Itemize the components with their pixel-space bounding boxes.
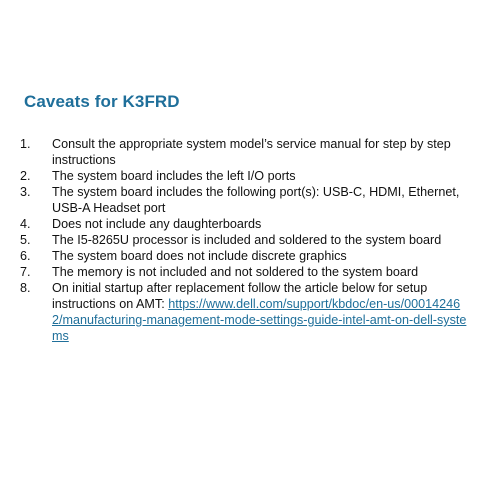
amt-article-link[interactable]: https://www.dell.com/support/kbdoc/en-us/000142462/manufacturing-management-mode-settings-guide-intel-amt-on-dell-systems xyxy=(52,297,467,343)
list-item-text: The system board includes the left I/O ports xyxy=(52,169,296,183)
list-item xyxy=(20,216,470,232)
list-item-text xyxy=(52,280,470,344)
list-item-text: Does not include any daughterboards xyxy=(52,217,262,231)
list-item-number: 6. xyxy=(20,249,31,263)
list-item-number: 7. xyxy=(20,265,31,279)
list-item xyxy=(20,232,470,248)
list-item xyxy=(20,280,470,344)
list-item xyxy=(20,264,470,280)
list-item xyxy=(20,136,470,168)
list-item-text: The I5-8265U processor is included and soldered to the system board xyxy=(52,233,442,247)
list-item xyxy=(20,184,470,216)
list-item-number: 2. xyxy=(20,169,31,183)
list-item-text: The system board does not include discrete graphics xyxy=(52,249,347,263)
list-item xyxy=(20,168,470,184)
list-item-text-prefix: On initial startup after replacement follow the article below for setup instructions on AMT: xyxy=(52,281,428,311)
list-item-number: 3. xyxy=(20,185,31,199)
list-item-text: The system board includes the following port(s): USB-C, HDMI, Ethernet, USB-A Headset port xyxy=(52,185,460,215)
caveat-list xyxy=(20,136,470,344)
list-item-number: 5. xyxy=(20,233,31,247)
list-item xyxy=(20,248,470,264)
list-item-text: Consult the appropriate system model’s service manual for step by step instructions xyxy=(52,137,451,167)
list-item-number: 4. xyxy=(20,217,31,231)
list-item-number: 8. xyxy=(20,281,31,295)
list-item-number: 1. xyxy=(20,137,31,151)
page-title: Caveats for K3FRD xyxy=(24,92,180,111)
list-item-text: The memory is not included and not soldered to the system board xyxy=(52,265,419,279)
